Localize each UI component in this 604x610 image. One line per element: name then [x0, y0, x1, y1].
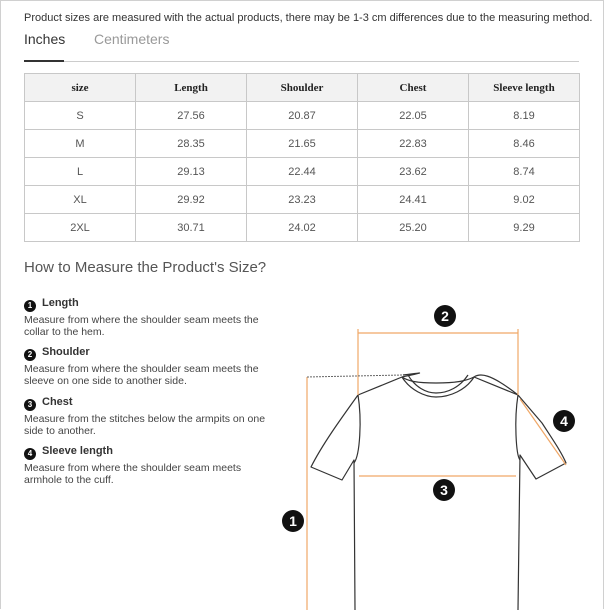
- marker-label: 3: [440, 482, 448, 498]
- step-shoulder: [24, 345, 274, 387]
- cell-sleeve-length: 8.19: [469, 102, 580, 130]
- table-header-row: [25, 74, 580, 102]
- cell-size: XL: [25, 186, 136, 214]
- step-name: Chest: [42, 396, 73, 408]
- step-chest: [24, 395, 274, 437]
- cell-chest: 22.05: [358, 102, 469, 130]
- cell-shoulder: 20.87: [247, 102, 358, 130]
- measure-lines: [307, 329, 566, 610]
- cell-chest: 24.41: [358, 186, 469, 214]
- cell-sleeve-length: 9.29: [469, 214, 580, 242]
- step-name: Shoulder: [42, 346, 90, 358]
- header-length: Length: [136, 74, 247, 102]
- marker-length: [282, 510, 304, 532]
- number-3-icon: 3: [24, 399, 36, 411]
- cell-shoulder: 22.44: [247, 158, 358, 186]
- header-size: size: [25, 74, 136, 102]
- step-sleeve-length: [24, 444, 274, 486]
- cell-size: M: [25, 130, 136, 158]
- step-length: [24, 296, 274, 338]
- marker-label: 4: [560, 413, 568, 429]
- table-row: [25, 130, 580, 158]
- active-tab-indicator: [24, 60, 64, 62]
- tab-centimeters[interactable]: Centimeters: [94, 31, 170, 47]
- cell-chest: 25.20: [358, 214, 469, 242]
- cell-length: 29.92: [136, 186, 247, 214]
- marker-shoulder: [434, 305, 456, 327]
- cell-size: S: [25, 102, 136, 130]
- size-table: [24, 73, 580, 242]
- step-name: Length: [42, 297, 79, 309]
- header-shoulder: Shoulder: [247, 74, 358, 102]
- tab-divider: [24, 61, 579, 62]
- marker-label: 1: [289, 513, 297, 529]
- number-4-icon: 4: [24, 448, 36, 460]
- cell-chest: 22.83: [358, 130, 469, 158]
- marker-chest: [433, 479, 455, 501]
- cell-size: L: [25, 158, 136, 186]
- number-1-icon: 1: [24, 300, 36, 312]
- measure-guide-title: How to Measure the Product's Size?: [24, 259, 267, 276]
- cell-chest: 23.62: [358, 158, 469, 186]
- marker-sleeve: [553, 410, 575, 432]
- cell-sleeve-length: 8.74: [469, 158, 580, 186]
- measurement-notice: Product sizes are measured with the actual products, there may be 1-3 cm differences due to the measuring method.: [24, 12, 593, 24]
- cell-length: 27.56: [136, 102, 247, 130]
- table-row: [25, 186, 580, 214]
- step-description: Measure from the stitches below the armpits on one side to another.: [24, 413, 266, 437]
- cell-shoulder: 24.02: [247, 214, 358, 242]
- cell-sleeve-length: 8.46: [469, 130, 580, 158]
- table-row: [25, 214, 580, 242]
- step-description: Measure from where the shoulder seam meets the sleeve on one side to another side.: [24, 363, 259, 387]
- tshirt-measure-diagram: [270, 295, 590, 610]
- tab-inches[interactable]: Inches: [24, 31, 66, 47]
- sleeve-line: [520, 399, 566, 465]
- table-row: [25, 102, 580, 130]
- number-2-icon: 2: [24, 349, 36, 361]
- cell-length: 30.71: [136, 214, 247, 242]
- step-name: Sleeve length: [42, 445, 113, 457]
- cell-length: 28.35: [136, 130, 247, 158]
- cell-length: 29.13: [136, 158, 247, 186]
- table-row: [25, 158, 580, 186]
- step-description: Measure from where the shoulder seam meets the collar to the hem.: [24, 314, 259, 338]
- cell-shoulder: 21.65: [247, 130, 358, 158]
- cell-shoulder: 23.23: [247, 186, 358, 214]
- length-guide: [307, 375, 402, 377]
- header-sleeve-length: Sleeve length: [469, 74, 580, 102]
- marker-label: 2: [441, 308, 449, 324]
- cell-size: 2XL: [25, 214, 136, 242]
- step-description: Measure from where the shoulder seam meets armhole to the cuff.: [24, 462, 242, 486]
- cell-sleeve-length: 9.02: [469, 186, 580, 214]
- header-chest: Chest: [358, 74, 469, 102]
